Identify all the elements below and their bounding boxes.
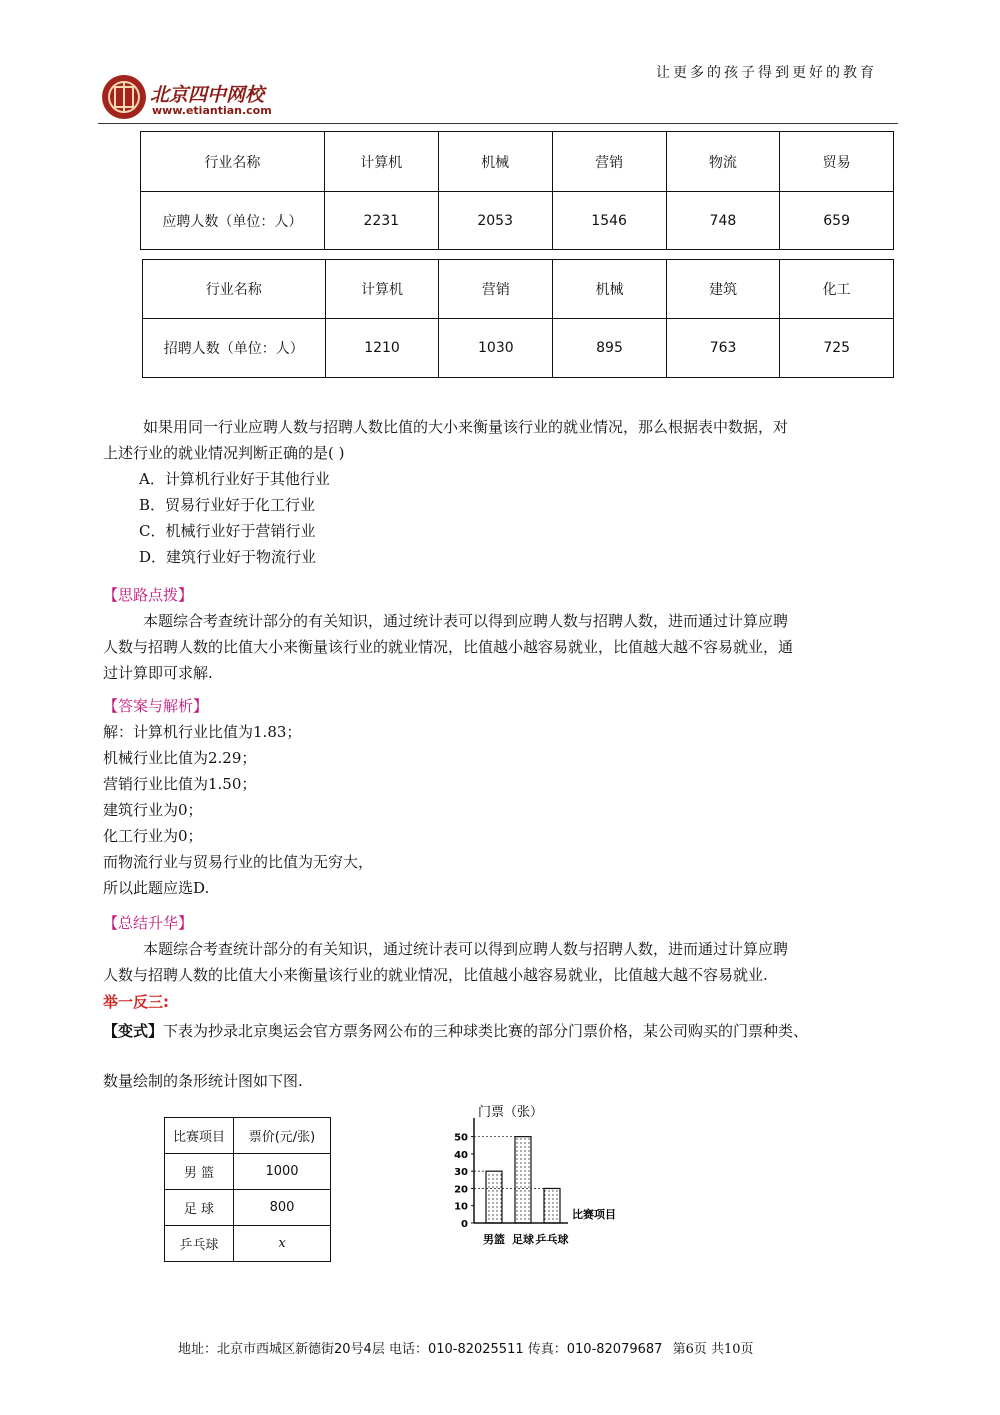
chart-xlabel: 比赛项目	[572, 1208, 616, 1221]
table-cell: 行业名称	[143, 260, 326, 319]
chart-y-tick: 50	[454, 1132, 468, 1144]
hint-section	[103, 582, 903, 686]
chart-ylabel: 门票（张）	[478, 1105, 544, 1120]
table-cell: 营销	[439, 260, 553, 319]
answer-line: 所以此题应选D.	[103, 879, 210, 897]
table-cell: 比赛项目	[165, 1118, 234, 1154]
question-line: 上述行业的就业情况判断正确的是( )	[103, 444, 345, 462]
header-divider	[98, 123, 898, 124]
summary-line: 本题综合考查统计部分的有关知识，通过统计表可以得到应聘人数与招聘人数，进而通过计算应聘	[143, 940, 789, 958]
header-slogan: 让更多的孩子得到更好的教育	[656, 65, 877, 81]
chart-y-tick: 10	[454, 1201, 468, 1213]
school-logo-icon	[100, 73, 148, 121]
answer-line: 机械行业比值为2.29；	[103, 749, 257, 767]
table-cell: 763	[666, 319, 780, 378]
chart-bar	[544, 1188, 560, 1223]
example-label: 【变式】	[103, 1022, 164, 1040]
table-cell: 机械	[438, 132, 552, 192]
table-cell: 2231	[324, 192, 438, 250]
summary-line: 人数与招聘人数的比值大小来衡量该行业的就业情况，比值越小越容易就业，比值越大越不容易就业.	[103, 966, 768, 984]
hint-line: 人数与招聘人数的比值大小来衡量该行业的就业情况，比值越小越容易就业，比值越大越不容易就业，通	[103, 638, 794, 656]
hint-line: 本题综合考查统计部分的有关知识，通过统计表可以得到应聘人数与招聘人数，进而通过计算应聘	[143, 612, 789, 630]
table-cell: 足 球	[165, 1190, 234, 1226]
example-section	[103, 1017, 903, 1095]
chart-y-tick: 20	[454, 1184, 468, 1196]
table-cell: 800	[234, 1190, 331, 1226]
option-c: C．机械行业好于营销行业	[139, 522, 316, 540]
table-cell: 建筑	[666, 260, 780, 319]
hint-line: 过计算即可求解.	[103, 664, 213, 682]
footer-address: 地址：北京市西城区新德街20号4层 电话：010-82025511 传真：010-82079687	[178, 1342, 663, 1357]
table-cell: 物流	[666, 132, 780, 192]
answer-line: 建筑行业为0；	[103, 801, 203, 819]
table-cell: 化工	[780, 260, 894, 319]
table-cell: 725	[780, 319, 894, 378]
hint-title: 【思路点拨】	[103, 586, 194, 604]
table-cell: 男 篮	[165, 1154, 234, 1190]
logo-url: www.etiantian.com	[152, 104, 272, 117]
summary-section	[103, 910, 903, 988]
logo-text: 北京四中网校	[150, 84, 265, 106]
chart-x-tick: 乒乓球	[535, 1233, 569, 1246]
table-cell: 计算机	[324, 132, 438, 192]
answer-title: 【答案与解析】	[103, 697, 209, 715]
table-cell: 2053	[438, 192, 552, 250]
footer	[178, 1338, 754, 1357]
table-cell: 营销	[552, 132, 666, 192]
table-cell: 贸易	[780, 132, 894, 192]
chart-bar	[515, 1137, 531, 1223]
chart-y-tick: 40	[454, 1149, 468, 1161]
answer-section	[103, 693, 903, 901]
question-line: 如果用同一行业应聘人数与招聘人数比值的大小来衡量该行业的就业情况，那么根据表中数据，对	[143, 418, 789, 436]
summary-title: 【总结升华】	[103, 914, 194, 932]
ticket-bar-chart	[440, 1098, 640, 1258]
table-cell: 1000	[234, 1154, 331, 1190]
table-cell: 应聘人数（单位：人）	[141, 192, 325, 250]
answer-line: 解：计算机行业比值为1.83；	[103, 723, 302, 741]
table-cell: 票价(元/张)	[234, 1118, 331, 1154]
answer-line: 而物流行业与贸易行业的比值为无穷大，	[103, 853, 374, 871]
table-cell: 计算机	[325, 260, 439, 319]
footer-page: 第6页 共10页	[672, 1342, 754, 1357]
chart-x-tick: 男篮	[483, 1233, 505, 1246]
table-cell: 1210	[325, 319, 439, 378]
table-cell: 895	[553, 319, 667, 378]
ticket-price-table	[164, 1117, 331, 1262]
table-cell: 1030	[439, 319, 553, 378]
example-line: 数量绘制的条形统计图如下图.	[103, 1072, 303, 1090]
table-cell: 1546	[552, 192, 666, 250]
chart-y-tick: 30	[454, 1167, 468, 1179]
recruits-table	[142, 259, 894, 378]
table-cell: 机械	[553, 260, 667, 319]
answer-line: 化工行业为0；	[103, 827, 203, 845]
table-cell: x	[234, 1226, 331, 1262]
table-cell: 748	[666, 192, 780, 250]
applicants-table	[140, 131, 894, 250]
question-options	[139, 466, 330, 570]
option-d: D．建筑行业好于物流行业	[139, 548, 317, 566]
option-a: A．计算机行业好于其他行业	[139, 470, 330, 488]
example-heading: 举一反三:	[103, 993, 169, 1011]
table-cell: 659	[780, 192, 894, 250]
chart-bar	[486, 1171, 502, 1223]
option-b: B．贸易行业好于化工行业	[139, 496, 316, 514]
table-cell: 乒乓球	[165, 1226, 234, 1262]
answer-line: 营销行业比值为1.50；	[103, 775, 257, 793]
chart-y-tick: 0	[461, 1219, 468, 1230]
table-cell: 行业名称	[141, 132, 325, 192]
table-cell: 招聘人数（单位：人）	[143, 319, 326, 378]
example-line: 下表为抄录北京奥运会官方票务网公布的三种球类比赛的部分门票价格，某公司购买的门票种类、	[163, 1022, 809, 1040]
chart-x-tick: 足球	[512, 1233, 534, 1246]
question-stem	[103, 414, 903, 466]
